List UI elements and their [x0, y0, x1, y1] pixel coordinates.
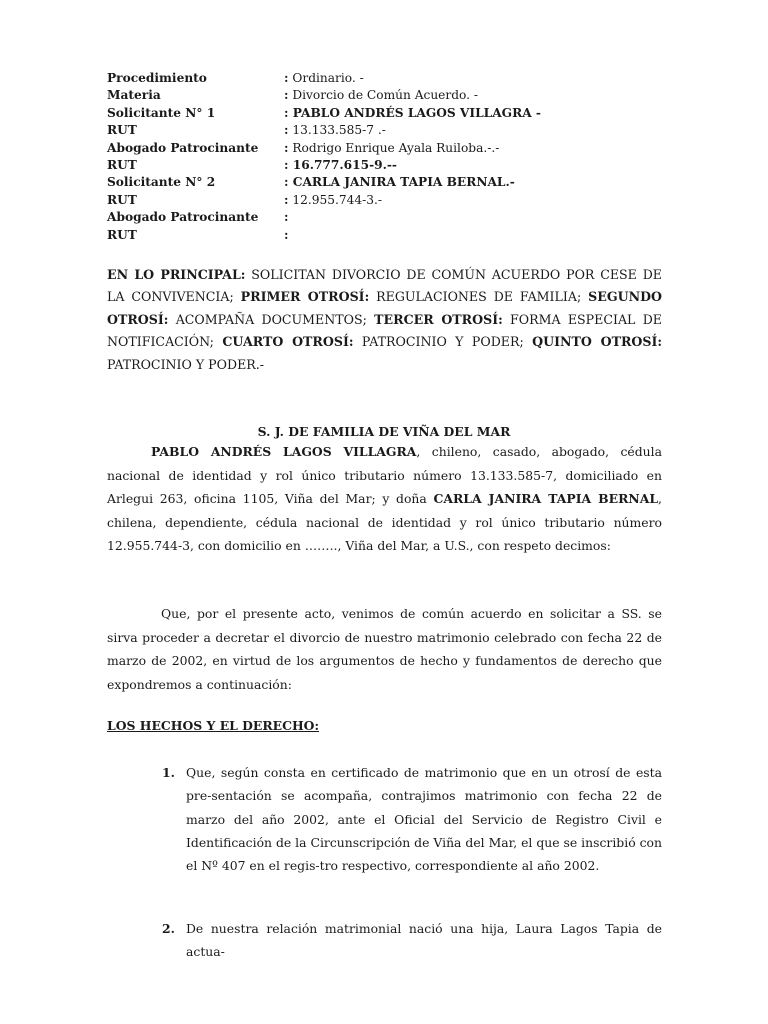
summary-principal-label: EN LO PRINCIPAL: [107, 267, 246, 282]
summary-block [107, 264, 662, 376]
summary-otrosi-2-label: SEGUNDO OTROSÍ: [107, 289, 662, 327]
section-title: LOS HECHOS Y EL DERECHO: [107, 718, 320, 733]
header-label: Materia [107, 88, 161, 103]
header-row-rut-abogado-2 [107, 227, 667, 244]
intro-paragraph [107, 440, 662, 558]
header-label: Procedimiento [107, 71, 207, 85]
header-colon: : [284, 123, 289, 138]
header-colon: : [284, 210, 289, 225]
header-label: RUT [107, 123, 137, 138]
header-colon: : [284, 175, 289, 190]
list-item [162, 917, 662, 964]
header-row-materia [107, 87, 667, 104]
summary-otrosi-3-text: FORMA ESPECIAL DE NOTIFICACIÓN; [107, 311, 662, 350]
header-row-rut-1 [107, 122, 667, 139]
header-row-rut-abogado-1 [107, 157, 667, 174]
summary-otrosi-5-label: QUINTO OTROSÍ: [532, 334, 663, 350]
header-value: Ordinario. - [288, 71, 364, 85]
header-value: 13.133.585-7 .- [288, 123, 386, 138]
header-label: RUT [107, 227, 137, 242]
summary-otrosi-3-label: TERCER OTROSÍ: [374, 311, 503, 327]
list-item-text: De nuestra relación matrimonial nació una hija, Laura Lagos Tapia de actua- [186, 921, 662, 960]
header-colon: : [284, 227, 289, 242]
applicant-1-name: PABLO ANDRÉS LAGOS VILLAGRA [151, 444, 417, 459]
header-row-rut-2 [107, 192, 667, 209]
header-value: Divorcio de Común Acuerdo. - [288, 88, 479, 103]
header-row-procedimiento [107, 70, 667, 87]
request-paragraph [107, 602, 662, 696]
header-label: RUT [107, 157, 137, 172]
header-value: 16.777.615-9.-- [288, 157, 397, 172]
header-value: PABLO ANDRÉS LAGOS VILLAGRA - [288, 105, 541, 120]
header-row-solicitante-2 [107, 174, 667, 191]
list-item-number: 1. [162, 765, 175, 780]
summary-otrosi-1-text: REGULACIONES DE FAMILIA; [369, 289, 589, 305]
header-colon: : [284, 105, 289, 120]
list-item-number: 2. [162, 921, 175, 936]
intro-text-2: , chilena, dependiente, cédula nacional de identidad y rol único tributario número 12.955.744-3, con domicilio en …….., Viña del Mar, a U.S., con respeto decimos: [107, 491, 662, 553]
intro-text-1: , chileno, casado, abogado, cédula nacional de identidad y rol único tributario número 13.133.585-7, domiciliado en Arlegui 263, oficina 1105, Viña del Mar; y doña [107, 444, 662, 506]
header-row-solicitante-1 [107, 105, 667, 122]
header-row-abogado-2 [107, 209, 667, 226]
header-value: Rodrigo Enrique Ayala Ruiloba.-.- [288, 140, 500, 155]
summary-otrosi-4-label: CUARTO OTROSÍ: [222, 334, 354, 350]
header-colon: : [284, 88, 289, 103]
header-label: Solicitante N° 1 [107, 105, 216, 120]
header-label: Abogado Patrocinante [107, 210, 259, 225]
header-label: Abogado Patrocinante [107, 140, 259, 155]
header-row-abogado-1 [107, 140, 667, 157]
header-label: RUT [107, 192, 137, 207]
applicant-2-name: CARLA JANIRA TAPIA BERNAL [433, 491, 659, 506]
header-colon: : [284, 140, 289, 155]
summary-otrosi-2-text: ACOMPAÑA DOCUMENTOS; [168, 311, 375, 327]
header-label: Solicitante N° 2 [107, 175, 216, 190]
case-header [107, 70, 667, 244]
summary-otrosi-5-text: PATROCINIO Y PODER.- [107, 356, 265, 372]
header-colon: : [284, 192, 289, 207]
summary-otrosi-1-label: PRIMER OTROSÍ: [240, 289, 370, 305]
header-colon: : [284, 157, 289, 172]
header-value: 12.955.744-3.- [288, 192, 383, 207]
request-text: Que, por el presente acto, venimos de común acuerdo en solicitar a SS. se sirva proceder a decretar el divorcio de nuestro matrimonio celebrado con fecha 22 de marzo de 2002, en virtud de los argumentos de hecho y fundamentos de derecho que expondremos a continuación: [107, 606, 662, 692]
list-item-text: Que, según consta en certificado de matrimonio que en un otrosí de esta pre-sentación se acompaña, contrajimos matrimonio con fecha 22 de marzo del año 2002, ante el Oficial del Servicio de Registro Civil e Identificación de la Circunscripción de Viña del Mar, el que se inscribió con el Nº 407 en el regis-tro respectivo, correspondiente al año 2002. [186, 765, 662, 874]
header-value: CARLA JANIRA TAPIA BERNAL.- [288, 175, 515, 190]
summary-principal-text: SOLICITAN DIVORCIO DE COMÚN ACUERDO POR CESE DE LA CONVIVENCIA; [107, 267, 662, 305]
header-colon: : [284, 71, 289, 85]
summary-otrosi-4-text: PATROCINIO Y PODER; [353, 334, 533, 350]
list-item [162, 761, 662, 877]
court-heading: S. J. DE FAMILIA DE VIÑA DEL MAR [257, 424, 511, 439]
